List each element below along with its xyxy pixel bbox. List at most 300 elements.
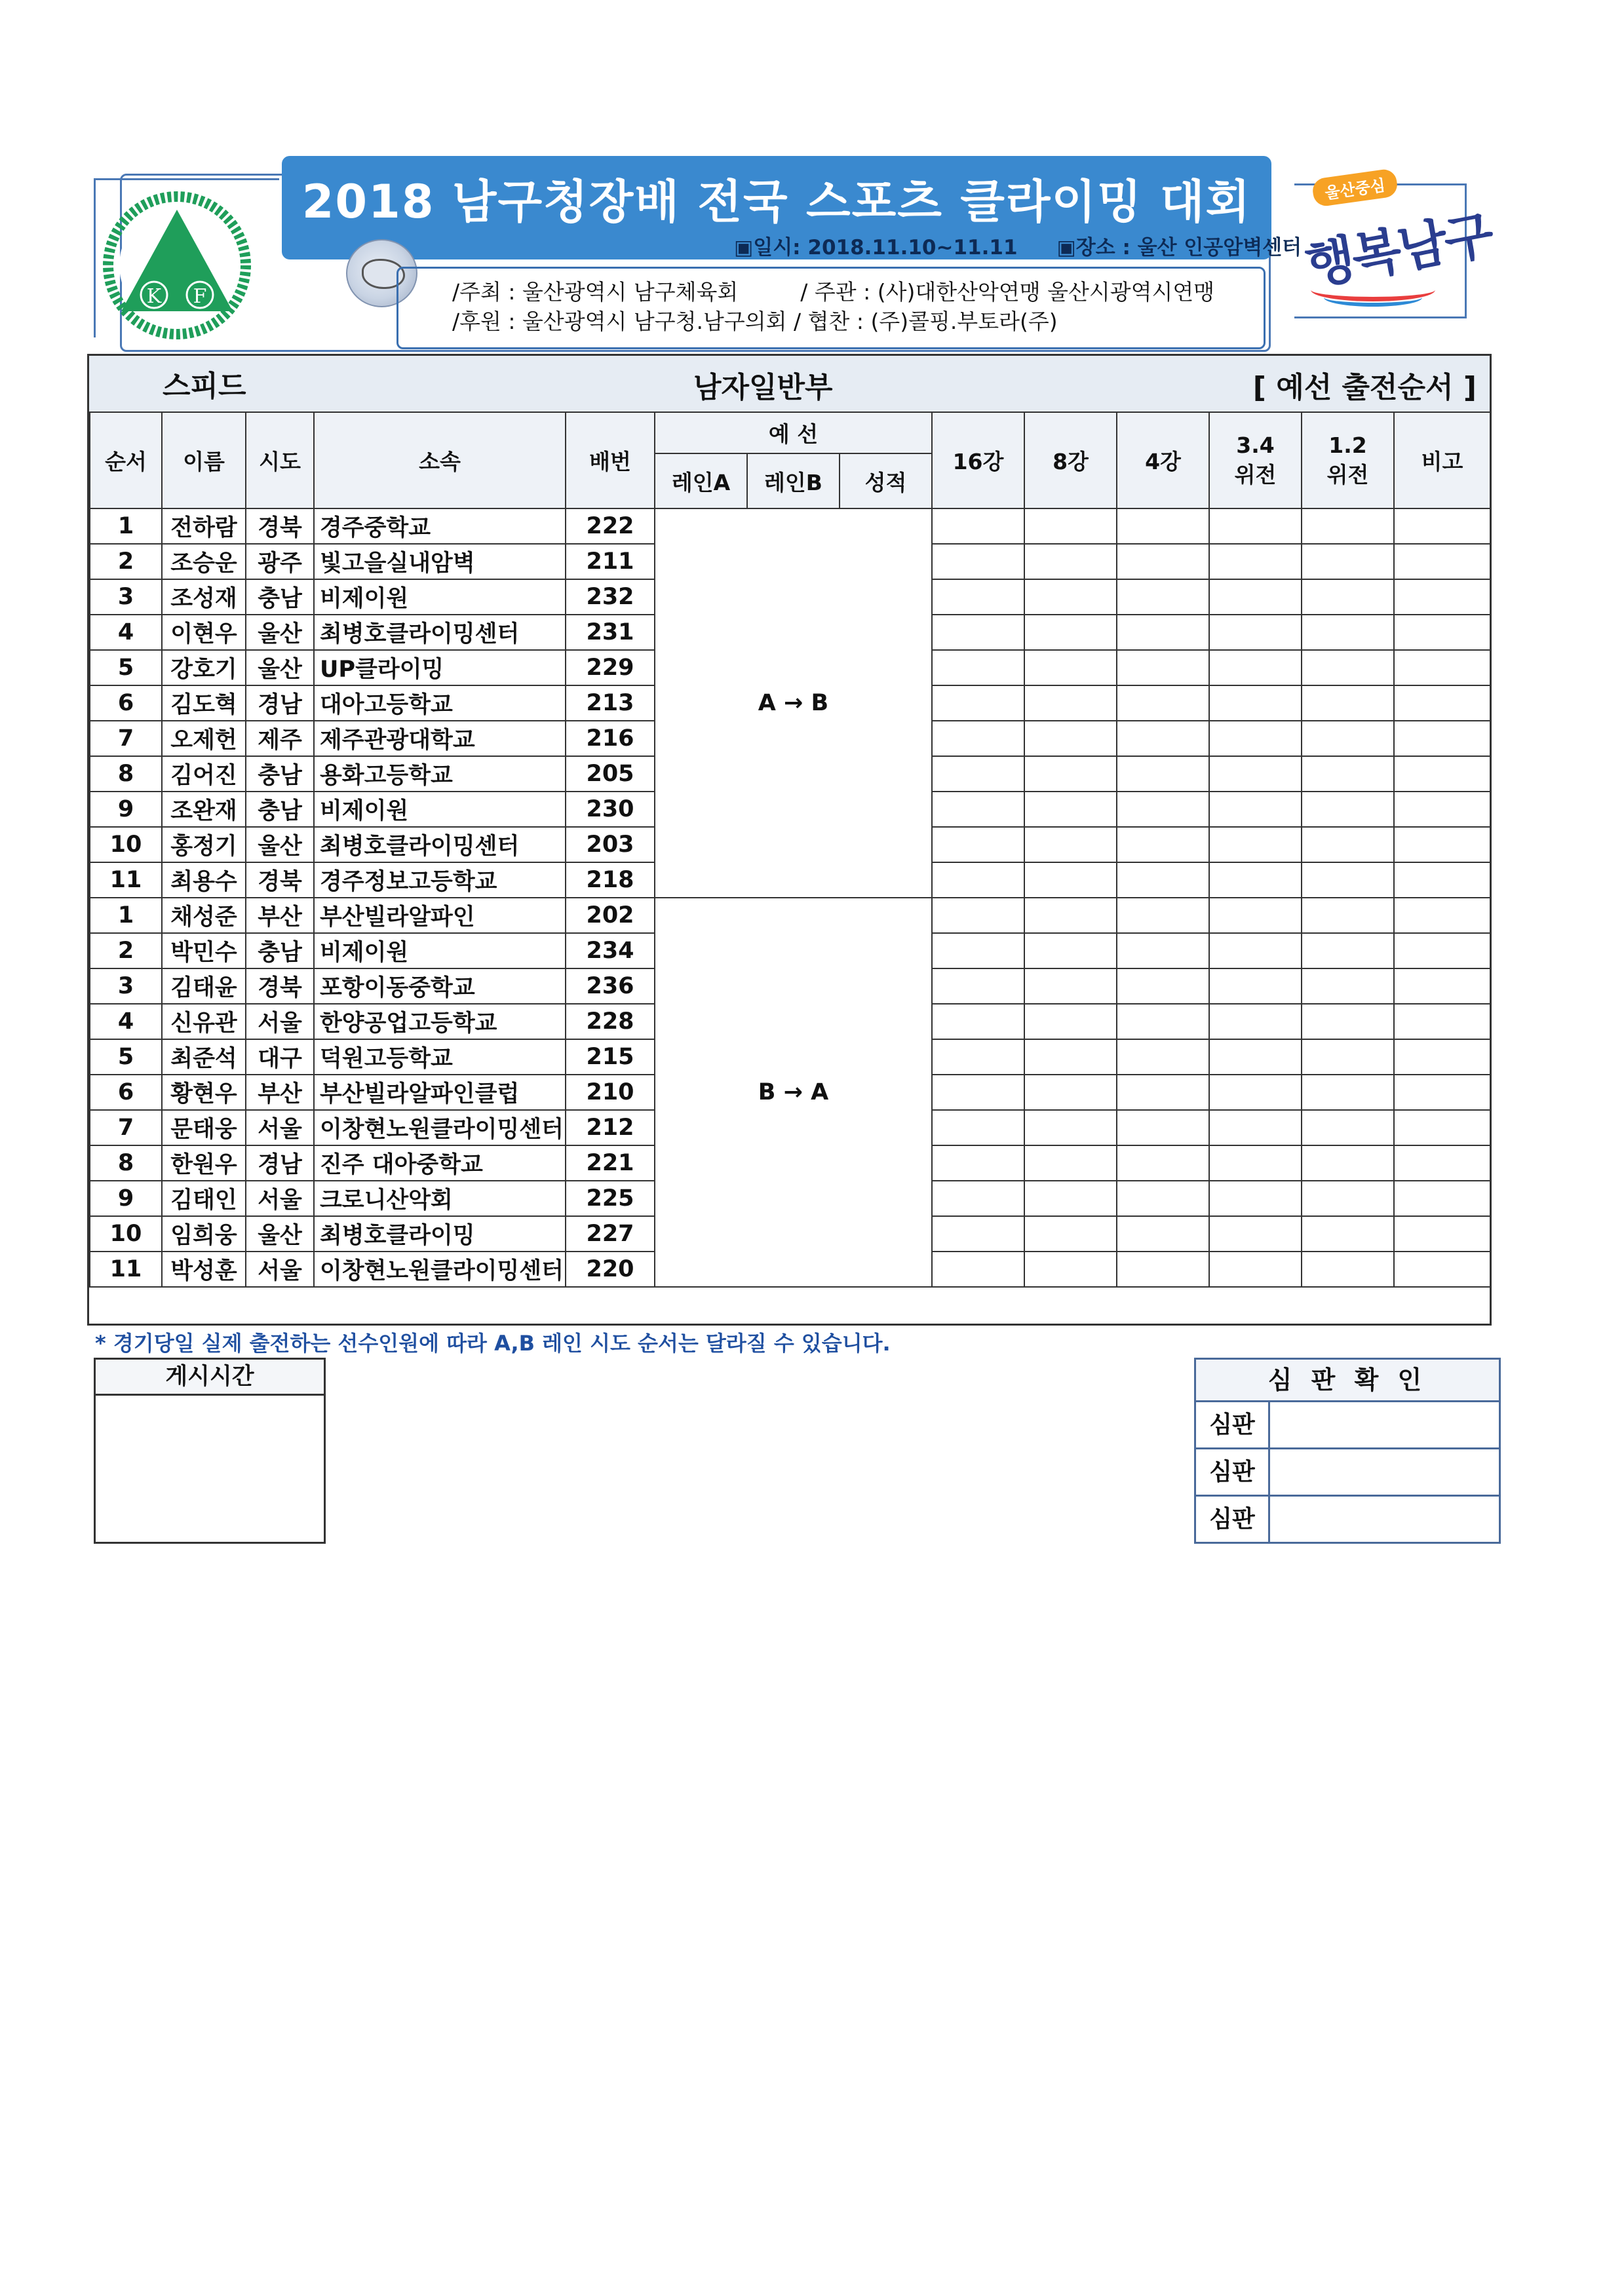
- cell-place-3-4: [1209, 792, 1302, 827]
- cell-bib: 218: [566, 862, 655, 898]
- event-date: ▣일시: 2018.11.10~11.11: [734, 236, 1018, 259]
- cell-club: 부산빌라알파인: [314, 898, 566, 933]
- cell-bib: 220: [566, 1252, 655, 1287]
- col-lane-a: 레인A: [655, 453, 747, 508]
- cell-remarks: [1394, 756, 1490, 792]
- cell-round-16: [932, 1216, 1024, 1252]
- document-type: [ 예선 출전순서 ]: [1252, 371, 1477, 404]
- col-order: 순서: [90, 412, 162, 508]
- cell-round-4: [1117, 1004, 1209, 1039]
- cell-club: 최병호클라이밍: [314, 1216, 566, 1252]
- cell-name: 김도혁: [162, 685, 246, 721]
- cell-round-4: [1117, 756, 1209, 792]
- cell-club: 부산빌라알파인클럽: [314, 1075, 566, 1110]
- col-round-16: 16강: [932, 412, 1024, 508]
- cell-round-4: [1117, 827, 1209, 862]
- cell-round-8: [1024, 1004, 1117, 1039]
- cell-round-8: [1024, 1145, 1117, 1181]
- cell-place-1-2: [1302, 1004, 1394, 1039]
- cell-bib: 216: [566, 721, 655, 756]
- cell-round-4: [1117, 508, 1209, 544]
- cell-place-3-4: [1209, 1216, 1302, 1252]
- cell-city: 울산: [246, 827, 314, 862]
- cell-remarks: [1394, 1039, 1490, 1075]
- col-place-3-4-line1: 3.4: [1236, 432, 1275, 458]
- referee-label: 심판: [1196, 1402, 1270, 1447]
- cell-place-3-4: [1209, 544, 1302, 579]
- cell-club: 비제이원: [314, 933, 566, 968]
- referee-row: [1196, 1449, 1499, 1497]
- cell-round-16: [932, 1039, 1024, 1075]
- col-place-1-2-line1: 1.2: [1328, 432, 1367, 458]
- cell-place-1-2: [1302, 968, 1394, 1004]
- cell-order: 7: [90, 1110, 162, 1145]
- cell-remarks: [1394, 1181, 1490, 1216]
- kf-letter-k: K: [146, 285, 162, 308]
- cell-remarks: [1394, 1216, 1490, 1252]
- cell-remarks: [1394, 1252, 1490, 1287]
- cell-remarks: [1394, 721, 1490, 756]
- cell-name: 김어진: [162, 756, 246, 792]
- cell-order: 9: [90, 792, 162, 827]
- cell-place-1-2: [1302, 862, 1394, 898]
- cell-name: 조완재: [162, 792, 246, 827]
- cell-name: 채성준: [162, 898, 246, 933]
- cell-city: 서울: [246, 1004, 314, 1039]
- cell-bib: 211: [566, 544, 655, 579]
- table-row: [90, 898, 1490, 933]
- col-place-1-2-line2: 위전: [1326, 461, 1369, 488]
- col-place-3-4: [1209, 412, 1302, 508]
- cell-round-8: [1024, 1039, 1117, 1075]
- cell-round-4: [1117, 933, 1209, 968]
- referee-row: [1196, 1497, 1499, 1542]
- referee-confirmation-box: [1194, 1358, 1501, 1544]
- cell-round-16: [932, 1004, 1024, 1039]
- cell-round-8: [1024, 933, 1117, 968]
- cell-round-8: [1024, 792, 1117, 827]
- sponsor-text: /후원 : 울산광역시 남구청.남구의회 / 협찬 : (주)콜핑.부토라(주): [452, 309, 1058, 334]
- cell-round-16: [932, 1252, 1024, 1287]
- col-prelim: 예 선: [655, 412, 932, 453]
- event-discipline: 스피드: [163, 370, 246, 403]
- cell-name: 강호기: [162, 650, 246, 685]
- cell-place-3-4: [1209, 685, 1302, 721]
- cell-remarks: [1394, 1004, 1490, 1039]
- cell-name: 박민수: [162, 933, 246, 968]
- cell-round-16: [932, 544, 1024, 579]
- cell-bib: 227: [566, 1216, 655, 1252]
- referee-signature-field[interactable]: [1270, 1449, 1499, 1495]
- referee-signature-field[interactable]: [1270, 1497, 1499, 1542]
- cell-club: 덕원고등학교: [314, 1039, 566, 1075]
- cell-club: 포항이동중학교: [314, 968, 566, 1004]
- cell-place-1-2: [1302, 1145, 1394, 1181]
- cell-city: 대구: [246, 1039, 314, 1075]
- cell-club: 최병호클라이밍센터: [314, 615, 566, 650]
- cell-place-1-2: [1302, 650, 1394, 685]
- cell-bib: 210: [566, 1075, 655, 1110]
- cell-round-8: [1024, 508, 1117, 544]
- col-name: 이름: [162, 412, 246, 508]
- cell-order: 6: [90, 1075, 162, 1110]
- cell-place-3-4: [1209, 862, 1302, 898]
- table-body: [90, 508, 1490, 1287]
- cell-round-16: [932, 685, 1024, 721]
- cell-round-8: [1024, 968, 1117, 1004]
- cell-order: 1: [90, 898, 162, 933]
- cell-place-1-2: [1302, 1252, 1394, 1287]
- cell-place-3-4: [1209, 508, 1302, 544]
- cell-club: 제주관광대학교: [314, 721, 566, 756]
- cell-order: 6: [90, 685, 162, 721]
- cell-place-1-2: [1302, 827, 1394, 862]
- cell-remarks: [1394, 544, 1490, 579]
- cell-remarks: [1394, 1075, 1490, 1110]
- cell-round-8: [1024, 721, 1117, 756]
- cell-name: 조성재: [162, 579, 246, 615]
- organizer-line-1: [452, 275, 1214, 306]
- cell-round-4: [1117, 862, 1209, 898]
- event-title: 2018 남구청장배 전국 스포츠 클라이밍 대회: [301, 175, 1252, 229]
- cell-name: 박성훈: [162, 1252, 246, 1287]
- cell-club: 대아고등학교: [314, 685, 566, 721]
- cell-bib: 212: [566, 1110, 655, 1145]
- cell-city: 울산: [246, 1216, 314, 1252]
- cell-round-8: [1024, 898, 1117, 933]
- cell-order: 2: [90, 544, 162, 579]
- cell-club: 비제이원: [314, 579, 566, 615]
- cell-order: 5: [90, 1039, 162, 1075]
- cell-city: 제주: [246, 721, 314, 756]
- cell-city: 울산: [246, 615, 314, 650]
- cell-bib: 203: [566, 827, 655, 862]
- cell-round-16: [932, 968, 1024, 1004]
- cell-round-4: [1117, 968, 1209, 1004]
- cell-round-16: [932, 933, 1024, 968]
- cell-round-16: [932, 721, 1024, 756]
- cell-round-4: [1117, 1181, 1209, 1216]
- cell-round-4: [1117, 579, 1209, 615]
- cell-city: 충남: [246, 579, 314, 615]
- cell-remarks: [1394, 933, 1490, 968]
- kf-letter-f: F: [193, 285, 207, 308]
- col-remarks: 비고: [1394, 412, 1490, 508]
- cell-round-16: [932, 862, 1024, 898]
- cell-city: 경남: [246, 1145, 314, 1181]
- col-place-3-4-line2: 위전: [1234, 461, 1277, 488]
- cell-place-1-2: [1302, 579, 1394, 615]
- cell-remarks: [1394, 968, 1490, 1004]
- cell-order: 4: [90, 1004, 162, 1039]
- cell-order: 10: [90, 827, 162, 862]
- cell-round-8: [1024, 1181, 1117, 1216]
- cell-city: 울산: [246, 650, 314, 685]
- cell-place-3-4: [1209, 650, 1302, 685]
- cell-remarks: [1394, 1110, 1490, 1145]
- cell-place-3-4: [1209, 579, 1302, 615]
- cell-round-16: [932, 1110, 1024, 1145]
- posting-time-label: 게시시간: [96, 1360, 324, 1396]
- col-lane-b: 레인B: [747, 453, 840, 508]
- cell-club: 이창현노원클라이밍센터: [314, 1110, 566, 1145]
- cell-bib: 228: [566, 1004, 655, 1039]
- cell-place-3-4: [1209, 721, 1302, 756]
- cell-round-16: [932, 615, 1024, 650]
- kf-federation-logo: [98, 187, 256, 344]
- cell-city: 서울: [246, 1110, 314, 1145]
- organizer-text: / 주관 : (사)대한산악연맹 울산시광역시연맹: [800, 279, 1215, 305]
- cell-city: 경북: [246, 862, 314, 898]
- cell-club: 경주정보고등학교: [314, 862, 566, 898]
- cell-round-8: [1024, 756, 1117, 792]
- start-order-sheet: [87, 354, 1492, 1326]
- cell-place-3-4: [1209, 827, 1302, 862]
- cell-place-3-4: [1209, 1075, 1302, 1110]
- cell-round-16: [932, 1075, 1024, 1110]
- cell-name: 홍정기: [162, 827, 246, 862]
- cell-round-4: [1117, 792, 1209, 827]
- cell-order: 8: [90, 1145, 162, 1181]
- cell-round-8: [1024, 650, 1117, 685]
- cell-club: 진주 대아중학교: [314, 1145, 566, 1181]
- cell-bib: 232: [566, 579, 655, 615]
- cell-name: 조승운: [162, 544, 246, 579]
- cell-place-1-2: [1302, 615, 1394, 650]
- cell-city: 부산: [246, 1075, 314, 1110]
- cell-club: 경주중학교: [314, 508, 566, 544]
- cell-order: 2: [90, 933, 162, 968]
- col-club: 소속: [314, 412, 566, 508]
- cell-club: UP클라이밍: [314, 650, 566, 685]
- cell-place-3-4: [1209, 1110, 1302, 1145]
- col-round-8: 8강: [1024, 412, 1117, 508]
- cell-name: 문태웅: [162, 1110, 246, 1145]
- cell-round-8: [1024, 1252, 1117, 1287]
- cell-name: 최용수: [162, 862, 246, 898]
- cell-round-4: [1117, 1075, 1209, 1110]
- cell-remarks: [1394, 898, 1490, 933]
- cell-city: 서울: [246, 1181, 314, 1216]
- cell-round-4: [1117, 1145, 1209, 1181]
- cell-bib: 205: [566, 756, 655, 792]
- cell-name: 한원우: [162, 1145, 246, 1181]
- cell-round-16: [932, 1181, 1024, 1216]
- cell-club: 빛고을실내암벽: [314, 544, 566, 579]
- cell-order: 8: [90, 756, 162, 792]
- cell-place-1-2: [1302, 544, 1394, 579]
- cell-bib: 202: [566, 898, 655, 933]
- cell-place-1-2: [1302, 792, 1394, 827]
- lane-order-note: * 경기당일 실제 출전하는 선수인원에 따라 A,B 레인 시도 순서는 달라질 수 있습니다.: [95, 1331, 891, 1356]
- cell-place-3-4: [1209, 1004, 1302, 1039]
- cell-place-1-2: [1302, 1075, 1394, 1110]
- cell-place-1-2: [1302, 1181, 1394, 1216]
- cell-bib: 213: [566, 685, 655, 721]
- event-venue: ▣장소 : 울산 인공암벽센터: [1056, 236, 1302, 259]
- cell-bib: 215: [566, 1039, 655, 1075]
- cell-remarks: [1394, 508, 1490, 544]
- event-date-venue: [734, 231, 1302, 260]
- division-label: 남자일반부: [693, 371, 833, 404]
- cell-order: 3: [90, 968, 162, 1004]
- cell-bib: 225: [566, 1181, 655, 1216]
- cell-round-4: [1117, 1252, 1209, 1287]
- cell-round-16: [932, 579, 1024, 615]
- cell-place-3-4: [1209, 898, 1302, 933]
- cell-club: 한양공업고등학교: [314, 1004, 566, 1039]
- cell-place-1-2: [1302, 756, 1394, 792]
- cell-bib: 222: [566, 508, 655, 544]
- cell-round-4: [1117, 544, 1209, 579]
- cell-name: 김태윤: [162, 968, 246, 1004]
- cell-club: 이창현노원클라이밍센터: [314, 1252, 566, 1287]
- cell-name: 오제헌: [162, 721, 246, 756]
- table-row: [90, 508, 1490, 544]
- cell-city: 충남: [246, 792, 314, 827]
- col-round-4: 4강: [1117, 412, 1209, 508]
- cell-order: 5: [90, 650, 162, 685]
- cell-city: 경남: [246, 685, 314, 721]
- cell-name: 김태인: [162, 1181, 246, 1216]
- cell-bib: 236: [566, 968, 655, 1004]
- cell-city: 충남: [246, 756, 314, 792]
- cell-round-4: [1117, 721, 1209, 756]
- cell-place-1-2: [1302, 933, 1394, 968]
- cell-name: 이현우: [162, 615, 246, 650]
- cell-order: 10: [90, 1216, 162, 1252]
- cell-round-4: [1117, 1110, 1209, 1145]
- cell-round-16: [932, 898, 1024, 933]
- cell-remarks: [1394, 827, 1490, 862]
- cell-round-8: [1024, 1216, 1117, 1252]
- namgu-logo-tag: 울산중심: [1311, 168, 1399, 208]
- cell-place-1-2: [1302, 1039, 1394, 1075]
- cell-round-4: [1117, 615, 1209, 650]
- cell-city: 경북: [246, 968, 314, 1004]
- cell-name: 전하람: [162, 508, 246, 544]
- col-bib: 배번: [566, 412, 655, 508]
- namgu-logo-swoosh-2: [1324, 288, 1422, 307]
- col-city: 시도: [246, 412, 314, 508]
- cell-place-3-4: [1209, 933, 1302, 968]
- cell-place-1-2: [1302, 1216, 1394, 1252]
- cell-place-3-4: [1209, 615, 1302, 650]
- cell-bib: 230: [566, 792, 655, 827]
- cell-remarks: [1394, 862, 1490, 898]
- cell-bib: 234: [566, 933, 655, 968]
- cell-round-8: [1024, 579, 1117, 615]
- cell-order: 9: [90, 1181, 162, 1216]
- referee-label: 심판: [1196, 1497, 1270, 1542]
- cell-remarks: [1394, 792, 1490, 827]
- cell-lane-order: B → A: [655, 898, 932, 1287]
- cell-bib: 231: [566, 615, 655, 650]
- cell-place-1-2: [1302, 898, 1394, 933]
- cell-round-8: [1024, 615, 1117, 650]
- cell-city: 부산: [246, 898, 314, 933]
- cell-club: 크로니산악회: [314, 1181, 566, 1216]
- cell-round-8: [1024, 1110, 1117, 1145]
- cell-name: 최준석: [162, 1039, 246, 1075]
- cell-name: 임희웅: [162, 1216, 246, 1252]
- referee-signature-field[interactable]: [1270, 1402, 1499, 1447]
- cell-place-3-4: [1209, 756, 1302, 792]
- cell-remarks: [1394, 579, 1490, 615]
- cell-club: 용화고등학교: [314, 756, 566, 792]
- cell-club: 비제이원: [314, 792, 566, 827]
- cell-place-3-4: [1209, 1145, 1302, 1181]
- cell-city: 충남: [246, 933, 314, 968]
- sheet-title-bar: [89, 356, 1490, 413]
- cell-remarks: [1394, 650, 1490, 685]
- cell-round-16: [932, 827, 1024, 862]
- cell-remarks: [1394, 615, 1490, 650]
- cell-order: 3: [90, 579, 162, 615]
- cell-name: 황현우: [162, 1075, 246, 1110]
- cell-lane-order: A → B: [655, 508, 932, 898]
- cell-order: 4: [90, 615, 162, 650]
- cell-round-4: [1117, 898, 1209, 933]
- cell-place-1-2: [1302, 685, 1394, 721]
- col-result: 성적: [840, 453, 932, 508]
- cell-order: 1: [90, 508, 162, 544]
- cell-place-3-4: [1209, 1252, 1302, 1287]
- cell-round-16: [932, 792, 1024, 827]
- cell-bib: 221: [566, 1145, 655, 1181]
- cell-order: 7: [90, 721, 162, 756]
- cell-place-1-2: [1302, 1110, 1394, 1145]
- host-text: /주최 : 울산광역시 남구체육회: [452, 279, 739, 305]
- cell-order: 11: [90, 862, 162, 898]
- cell-round-16: [932, 1145, 1024, 1181]
- cell-round-8: [1024, 685, 1117, 721]
- cell-place-1-2: [1302, 721, 1394, 756]
- cell-place-1-2: [1302, 508, 1394, 544]
- start-order-table: [89, 411, 1491, 1288]
- cell-remarks: [1394, 1145, 1490, 1181]
- cell-round-4: [1117, 1039, 1209, 1075]
- posting-time-box: [94, 1358, 326, 1544]
- cell-round-16: [932, 650, 1024, 685]
- cell-place-3-4: [1209, 1039, 1302, 1075]
- cell-round-16: [932, 508, 1024, 544]
- cell-round-8: [1024, 1075, 1117, 1110]
- cell-round-8: [1024, 544, 1117, 579]
- referee-label: 심판: [1196, 1449, 1270, 1495]
- referee-row: [1196, 1402, 1499, 1449]
- cell-round-4: [1117, 1216, 1209, 1252]
- cell-city: 광주: [246, 544, 314, 579]
- cell-name: 신유관: [162, 1004, 246, 1039]
- namgu-logo-text: 행복남구: [1301, 204, 1496, 296]
- cell-round-16: [932, 756, 1024, 792]
- cell-order: 11: [90, 1252, 162, 1287]
- cell-round-4: [1117, 650, 1209, 685]
- cell-bib: 229: [566, 650, 655, 685]
- cell-city: 경북: [246, 508, 314, 544]
- cell-place-3-4: [1209, 1181, 1302, 1216]
- cell-city: 서울: [246, 1252, 314, 1287]
- cell-round-8: [1024, 862, 1117, 898]
- cell-club: 최병호클라이밍센터: [314, 827, 566, 862]
- referee-confirmation-title: 심 판 확 인: [1196, 1360, 1499, 1402]
- col-place-1-2: [1302, 412, 1394, 508]
- cell-place-3-4: [1209, 968, 1302, 1004]
- cell-round-8: [1024, 827, 1117, 862]
- cell-remarks: [1394, 685, 1490, 721]
- cell-round-4: [1117, 685, 1209, 721]
